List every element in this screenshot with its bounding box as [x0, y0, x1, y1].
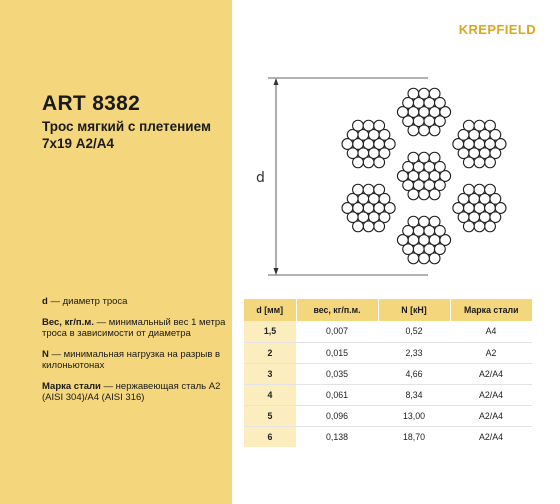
wire — [419, 152, 430, 163]
cell-load: 2,33 — [378, 342, 450, 363]
legend-item-d: d — диаметр троса — [42, 296, 128, 307]
wire — [408, 88, 419, 99]
wire — [474, 120, 485, 131]
cell-diameter: 2 — [244, 342, 296, 363]
cell-weight: 0,035 — [296, 363, 378, 384]
product-title: ART 8382 — [42, 92, 141, 115]
table-row — [244, 384, 532, 405]
brand-logo: KREPFIELD — [458, 22, 536, 37]
cell-load: 8,34 — [378, 384, 450, 405]
legend — [42, 296, 232, 413]
wire — [363, 157, 374, 168]
table-header-row — [244, 299, 532, 321]
cell-steel: A2/A4 — [479, 431, 503, 442]
header-load: N [кН] — [378, 299, 450, 321]
cell-weight: 0,138 — [325, 431, 348, 442]
wire — [379, 129, 390, 140]
strand — [397, 216, 450, 264]
wire — [379, 193, 390, 204]
wire — [474, 157, 485, 168]
table-row — [244, 405, 532, 426]
wire — [363, 221, 374, 232]
wire — [419, 253, 430, 264]
strand — [397, 152, 450, 200]
wire — [363, 184, 374, 195]
legend-item-load: N — минимальная нагрузка на разрыв в килоньютонах — [42, 348, 221, 371]
cell-steel: A4 — [450, 321, 532, 342]
wire — [474, 184, 485, 195]
wire — [435, 97, 446, 108]
table-row — [244, 321, 532, 342]
wire — [363, 120, 374, 131]
strand — [397, 88, 450, 136]
wire — [374, 157, 385, 168]
strand — [453, 120, 506, 168]
header-steel: Марка стали — [450, 299, 532, 321]
wire — [435, 161, 446, 172]
wire — [485, 157, 496, 168]
strand — [453, 184, 506, 232]
cell-steel: A2/A4 — [450, 363, 532, 384]
cell-weight: 0,015 — [296, 342, 378, 363]
table-row — [244, 426, 532, 447]
strand — [342, 184, 395, 232]
rope-strands — [342, 88, 506, 264]
wire — [485, 221, 496, 232]
cell-steel: A2 — [450, 342, 532, 363]
cell-diameter: 3 — [244, 363, 296, 384]
spec-table — [244, 299, 532, 447]
cell-weight: 0,061 — [296, 384, 378, 405]
wire — [435, 225, 446, 236]
wire — [490, 193, 501, 204]
dimension-label-d: d — [256, 170, 265, 186]
cell-diameter: 6 — [244, 426, 296, 447]
wire — [419, 189, 430, 200]
wire — [463, 120, 474, 131]
wire — [419, 125, 430, 136]
cell-diameter: 1,5 — [244, 321, 296, 342]
wire — [408, 216, 419, 227]
header-weight: вес, кг/п.м. — [296, 299, 378, 321]
wire — [419, 88, 430, 99]
strand — [342, 120, 395, 168]
cell-diameter: 5 — [244, 405, 296, 426]
product-subtitle: Трос мягкий с плетением 7х19 A2/A4 — [42, 119, 211, 151]
rope-cross-section-diagram — [232, 0, 560, 290]
header-diameter: d [мм] — [244, 299, 296, 321]
cell-weight: 0,096 — [296, 405, 378, 426]
wire — [374, 221, 385, 232]
table-row — [244, 363, 532, 384]
wire — [429, 125, 440, 136]
cell-steel: A2/A4 — [450, 384, 532, 405]
cell-load: 18,70 — [402, 431, 425, 442]
table-row — [244, 342, 532, 363]
wire — [429, 253, 440, 264]
wire — [463, 184, 474, 195]
wire — [474, 221, 485, 232]
wire — [419, 216, 430, 227]
legend-item-steel: Марка стали — нержавеющая сталь A2 (AISI 304)/A4 (AISI 316) — [42, 380, 221, 403]
wire — [353, 184, 364, 195]
wire — [408, 152, 419, 163]
left-yellow-panel — [0, 0, 232, 504]
wire — [353, 120, 364, 131]
cell-load: 4,66 — [378, 363, 450, 384]
wire — [490, 129, 501, 140]
cell-load: 0,52 — [378, 321, 450, 342]
cell-load: 13,00 — [378, 405, 450, 426]
cell-diameter: 4 — [244, 384, 296, 405]
cell-steel: A2/A4 — [450, 405, 532, 426]
legend-item-weight: Вес, кг/п.м. — минимальный вес 1 метра троса в зависимости от диаметра — [42, 316, 226, 339]
wire — [429, 189, 440, 200]
cell-weight: 0,007 — [296, 321, 378, 342]
